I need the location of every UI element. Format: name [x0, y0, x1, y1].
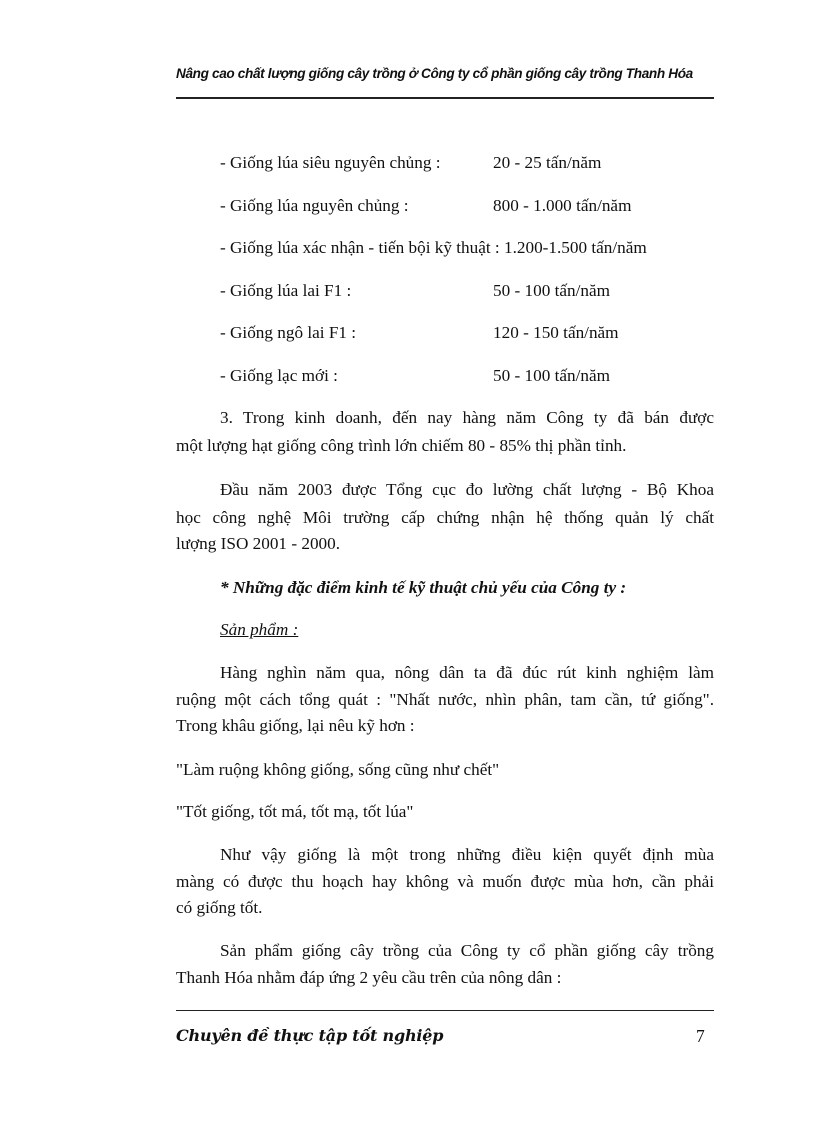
paragraph-line: lượng ISO 2001 - 2000.	[176, 534, 341, 553]
list-item-label: - Giống lúa lai F1 :	[220, 281, 352, 300]
paragraph-line: học công nghệ Môi trường cấp chứng nhận hệ thống quản lý chất	[176, 508, 714, 527]
paragraph-line: một lượng hạt giống công trình lớn chiếm 80 - 85% thị phần tỉnh.	[176, 436, 627, 455]
section-heading: * Những đặc điểm kinh tế kỹ thuật chủ yếu của Công ty :	[220, 578, 627, 597]
running-header: Nâng cao chất lượng giống cây trồng ở Công ty cổ phần giống cây trồng Thanh Hóa	[176, 66, 693, 81]
paragraph-line: Như vậy giống là một trong những điều kiện quyết định mùa	[220, 845, 714, 864]
paragraph-line: Trong khâu giống, lại nêu kỹ hơn :	[176, 716, 415, 735]
list-item-value: 120 - 150 tấn/năm	[493, 323, 619, 342]
list-item-label: - Giống lạc mới :	[220, 366, 338, 385]
list-item-value: 20 - 25 tấn/năm	[493, 153, 602, 172]
paragraph-line: màng có được thu hoạch hay không và muốn được mùa hơn, cần phải	[176, 872, 714, 891]
paragraph-line: có giống tốt.	[176, 898, 263, 917]
paragraph-line: 3. Trong kinh doanh, đến nay hàng năm Công ty đã bán được	[220, 408, 714, 427]
list-item-label: - Giống lúa xác nhận - tiến bội kỹ thuật : 1.200-1.500 tấn/năm	[220, 238, 647, 257]
list-item-label: - Giống lúa nguyên chủng :	[220, 196, 409, 215]
page-number: 7	[696, 1026, 705, 1046]
list-item-label: - Giống ngô lai F1 :	[220, 323, 357, 342]
footer-title: Chuyên đề thực tập tốt nghiệp	[176, 1026, 444, 1045]
paragraph-line: Hàng nghìn năm qua, nông dân ta đã đúc rút kinh nghiệm làm	[220, 663, 714, 682]
paragraph-line: Thanh Hóa nhằm đáp ứng 2 yêu cầu trên của nông dân :	[176, 968, 562, 987]
list-item-value: 50 - 100 tấn/năm	[493, 281, 610, 300]
footer-rule	[176, 1010, 714, 1011]
subheading: Sản phẩm :	[220, 620, 299, 639]
list-item-label: - Giống lúa siêu nguyên chủng :	[220, 153, 441, 172]
paragraph-line: Sản phẩm giống cây trồng của Công ty cổ phần giống cây trồng	[220, 941, 714, 960]
quote-line: "Tốt giống, tốt má, tốt mạ, tốt lúa"	[176, 802, 414, 821]
list-item-value: 800 - 1.000 tấn/năm	[493, 196, 632, 215]
header-rule	[176, 97, 714, 99]
list-item-value: 50 - 100 tấn/năm	[493, 366, 610, 385]
quote-line: "Làm ruộng không giống, sống cũng như chết"	[176, 760, 500, 779]
paragraph-line: Đầu năm 2003 được Tổng cục đo lường chất lượng - Bộ Khoa	[220, 480, 714, 499]
paragraph-line: ruộng một cách tổng quát : "Nhất nước, nhìn phân, tam cần, tứ giống".	[176, 690, 714, 709]
